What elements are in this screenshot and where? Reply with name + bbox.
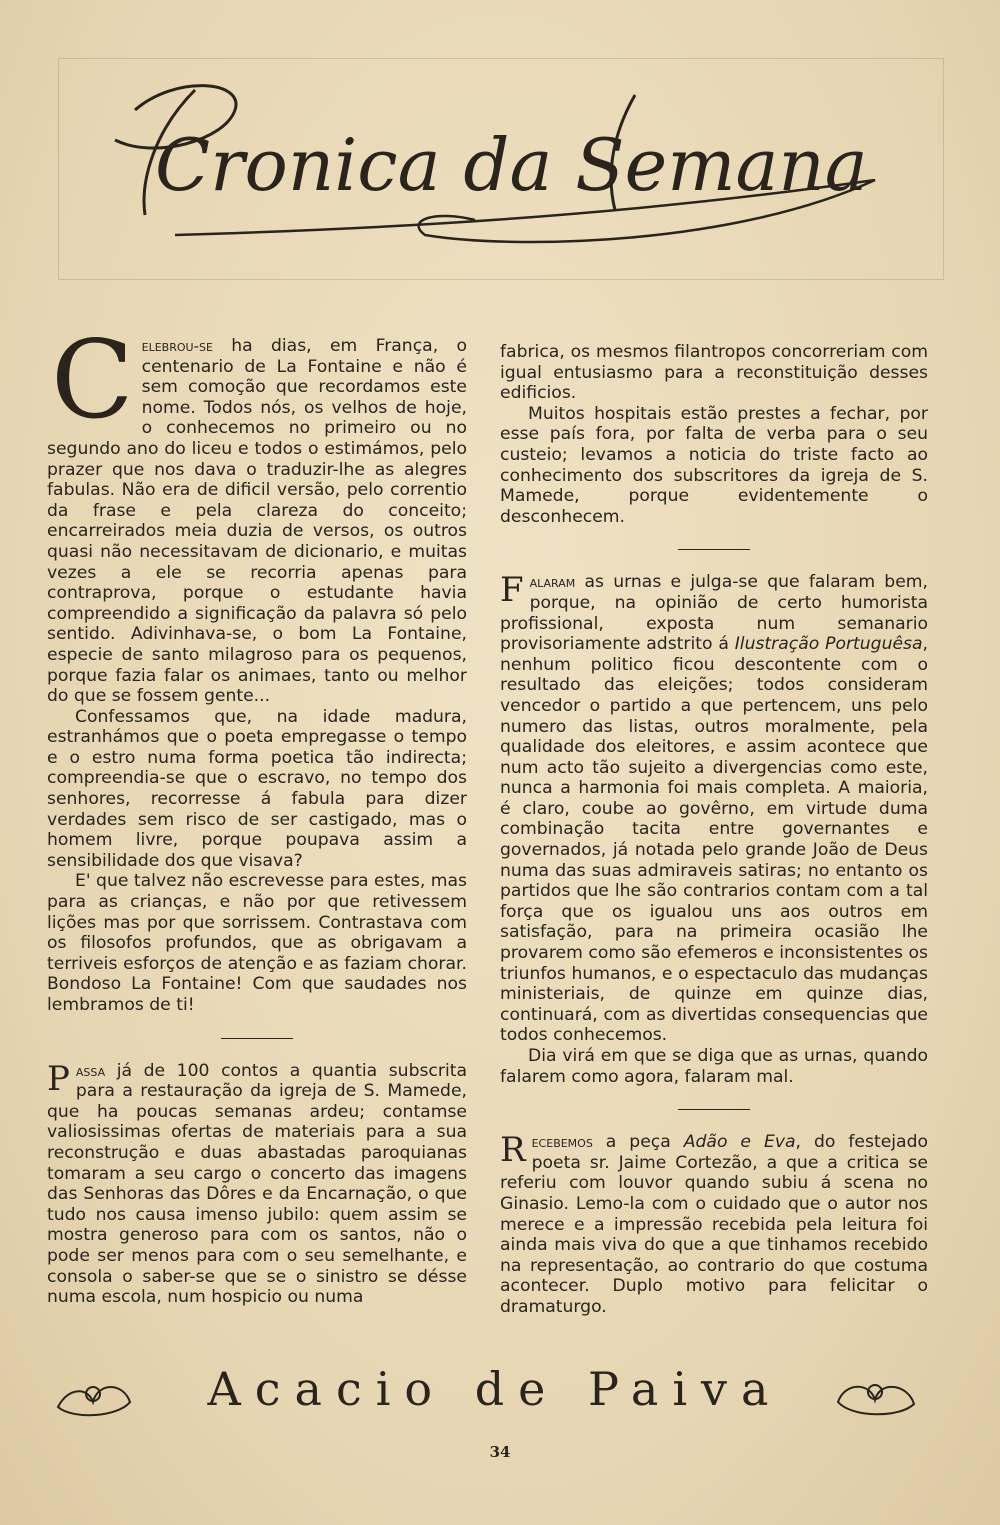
drop-cap: F (500, 570, 524, 611)
section-divider (678, 1109, 750, 1110)
title-ornament (95, 70, 905, 260)
paragraph-eleicoes: Falaram as urnas e julga-se que falaram bem, porque, na opinião de certo humorista profissional, exposta num semanario provisoriamente adstrito á Ilustração Portuguêsa, nenhum politico ficou descontente com o resultado das eleições; todos consideram vencedor o partido a que pertencem, uns pelo numero das listas, outros moralmente, pela qualidade dos eleitores, e assim acontece que num acto tão sujeito a divergencias como este, nunca a harmonia foi mais completa. A maioria, é claro, coube ao govêrno, em virtude duma combinação tacita entre governantes e governados, já notada pelo grande João de Deus numa das suas admiraveis satiras; no entanto os partidos que lhe são contrarios contam com a tal força que os igualou uns aos outros em satisfação, para na primeira ocasião lhe provarem como são efemeros e inconsistentes os triunfos humanos, e o espectaculo das mudanças ministeriais, de quinze em quinze dias, continuará, com as divertidas consequencias que todos conhecemos. (500, 570, 928, 1046)
page-title (95, 70, 905, 260)
flower-ornament-icon (830, 1372, 920, 1422)
left-column (47, 318, 467, 1308)
section-divider (678, 549, 750, 550)
paragraph-igreja: Passa já de 100 contos a quantia subscrita para a restauração da igreja de S. Mamede, que ha poucas semanas ardeu; contamse valiosissimas ofertas de materiais para a sua reconstrução e duas abastadas paroquianas tomaram a seu cargo o concerto das imagens das Senhoras das Dôres e da Encarnação, o que tudo nos causa imenso jubilo: quem assim se mostra generoso para com os santos, não o pode ser menos para com o seu semelhante, e consola o saber-se que se o sinistro se désse numa escola, num hospicio ou numa (47, 1058, 467, 1308)
author-signature: Acacio de Paiva (207, 1362, 783, 1416)
section-divider (221, 1038, 293, 1039)
drop-cap: R (500, 1130, 526, 1171)
paragraph: Muitos hospitais estão prestes a fechar, por esse país fora, por falta de verba para o seu custeio; levamos a noticia do triste facto ao conhecimento dos subscritores da igreja de S. Mamede, porque evidentemente o desconhecem. (500, 403, 928, 527)
drop-cap: P (47, 1058, 70, 1099)
drop-cap: C (51, 318, 134, 443)
paragraph: fabrica, os mesmos filantropos concorreriam com igual entusiasmo para a reconstituição desses edificios. (500, 342, 928, 404)
paragraph-adao-eva: Recebemos a peça Adão e Eva, do festejado poeta sr. Jaime Cortezão, a que a critica se referiu com louvor quando subiu á scena no Ginasio. Lemo-la com o cuidado que o autor nos merece e a impressão recebida pela leitura foi ainda mais viva do que a que tinhamos recebido na representação, ao contrario do que costuma acontecer. Duplo motivo para felicitar o dramaturgo. (500, 1130, 929, 1317)
title-text: Cronica da Semana (155, 123, 868, 207)
paragraph: Dia virá em que se diga que as urnas, quando falarem como agora, falaram mal. (500, 1046, 928, 1087)
page-number: 34 (489, 1443, 511, 1461)
right-column (500, 342, 928, 1318)
paragraph: E' que talvez não escrevesse para estes, mas para as crianças, e não por que retivessem lições mas por que sorrissem. Contrastava com os filosofos profundos, que as obrigavam a terriveis esforços de atenção e as faziam chorar. Bondoso La Fontaine! Com que saudades nos lembramos de ti! (47, 871, 467, 1015)
paragraph: Confessamos que, na idade madura, estranhámos que o poeta empregasse o tempo e o estro numa forma poetica tão indirecta; compreendia-se que o escravo, no tempo dos senhores, recorresse á fabula para dizer verdades sem risco de ser castigado, mas o homem livre, porque poupava assim a sensibilidade dos que visava? (47, 706, 467, 871)
flower-ornament-icon (48, 1372, 138, 1422)
paragraph-la-fontaine: Celebrou-se ha dias, em França, o centenario de La Fontaine e não é sem comoção que recordamos este nome. Todos nós, os velhos de hoje, o conhecemos no primeiro ou no segundo ano do liceu e todos o estimámos, pelo prazer que nos dava o traduzir-lhe as alegres fabulas. Não era de dificil versão, pelo correntio da frase e pela clareza do conceito; encarreirados meia duzia de versos, os outros quasi não necessitavam de dicionario, e muitas vezes a ele se recorria apenas para contraprova, porque o estudante havia compreendido a significação da palavra só pelo sentido. Adivinhava-se, o bom La Fontaine, especie de santo milagroso para os pequenos, porque fazia falar os animaes, tanto ou melhor do que se fossem gente... (47, 318, 467, 707)
